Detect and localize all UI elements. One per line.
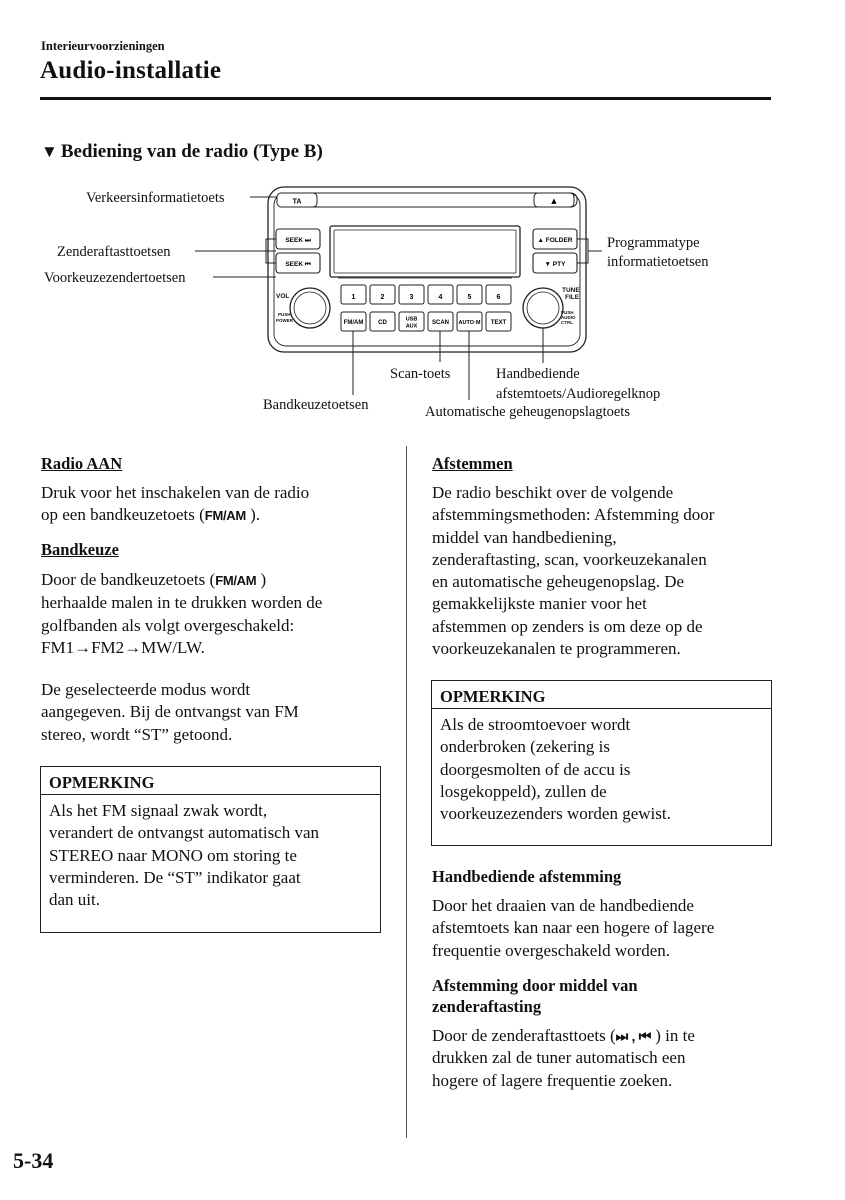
preset-button-6[interactable]	[486, 285, 511, 304]
callout-traffic: Verkeersinformatietoets	[86, 190, 225, 206]
eject-button[interactable]	[534, 193, 574, 207]
subheading	[41, 141, 323, 163]
audio-label-3: CTRL	[561, 320, 573, 325]
seek-tuning-text: Door de zenderaftasttoets (⏭ , ⏮ ) in te drukken zal de tuner automatisch een hogere of lagere frequentie zoeken.	[432, 1026, 695, 1090]
page-number: 5-34	[13, 1148, 54, 1173]
radio-diagram	[0, 180, 845, 430]
usb-aux-button[interactable]	[399, 312, 424, 331]
mode-text: De geselecteerde modus wordt aangegeven. Bij de ontvangst van FM stereo, wordt “ST” getoond.	[41, 680, 299, 744]
preset-button-1[interactable]	[341, 285, 366, 304]
auto-m-button[interactable]	[457, 312, 482, 331]
svg-text:▲ FOLDER: ▲ FOLDER	[537, 237, 573, 244]
seek-down-button[interactable]	[276, 253, 320, 273]
band-heading: Bandkeuze	[41, 540, 119, 559]
svg-text:AUTO·M: AUTO·M	[458, 320, 481, 326]
radio-on-text: Druk voor het inschakelen van de radio op een bandkeuzetoets (FM/AM ).	[41, 483, 310, 525]
callout-auto-memory: Automatische geheugenopslagtoets	[425, 404, 630, 420]
fm-am-key: FM/AM	[215, 573, 257, 588]
preset-label: 1	[351, 294, 356, 301]
preset-label: 6	[496, 294, 501, 301]
file-label: FILE	[565, 294, 580, 301]
note-body: Als de stroomtoevoer wordt onderbroken (zekering is doorgesmolten of de accu is losgekoppeld), zullen de voorkeuzezenders worden gewist.	[440, 715, 671, 824]
tune-knob[interactable]	[523, 288, 563, 328]
tuning-heading: Afstemmen	[432, 454, 513, 473]
callout-seek: Zenderaftasttoetsen	[57, 244, 171, 260]
svg-text:TA: TA	[292, 198, 302, 206]
ta-button[interactable]	[277, 193, 317, 207]
svg-text:AUX: AUX	[405, 323, 418, 330]
note-body: Als het FM signaal zwak wordt, verandert de ontvangst automatisch van STEREO naar MONO om storing te verminderen. De “ST” indikator gaat dan uit.	[49, 801, 320, 910]
callout-manual-1: Handbediende	[496, 366, 580, 382]
eject-icon: ▲	[551, 197, 557, 205]
preset-button-2[interactable]	[370, 285, 395, 304]
column-divider	[406, 446, 407, 1138]
preset-label: 4	[438, 294, 443, 301]
callout-manual-2: afstemtoets/Audioregelknop	[496, 386, 661, 402]
callout-band: Bandkeuzetoetsen	[263, 397, 369, 413]
svg-text:▼ PTY: ▼ PTY	[544, 261, 566, 268]
pty-button[interactable]	[533, 253, 577, 273]
svg-text:SCAN: SCAN	[431, 320, 450, 326]
audio-label-1: PUSH	[561, 310, 574, 315]
seek-keys-icon: ⏭ , ⏮	[615, 1028, 651, 1044]
seek-tuning-heading: Afstemming door middel van zenderaftasting	[432, 976, 638, 1016]
power-label-1: PUSH	[278, 312, 291, 317]
note-title: OPMERKING	[41, 767, 380, 795]
volume-knob[interactable]	[290, 288, 330, 328]
svg-text:TEXT: TEXT	[490, 320, 507, 326]
svg-text:SEEK ⏮: SEEK ⏮	[285, 261, 311, 268]
triangle-marker-icon: ▼	[41, 142, 58, 161]
display-screen	[334, 230, 516, 273]
svg-text:CD: CD	[378, 320, 387, 326]
vol-label: VOL	[276, 293, 290, 300]
callout-program-type-2: informatietoetsen	[607, 254, 709, 270]
display-window	[330, 226, 520, 277]
manual-tuning-heading: Handbediende afstemming	[432, 867, 622, 886]
svg-text:USB: USB	[405, 316, 418, 323]
title-divider	[40, 97, 771, 100]
fm-am-button[interactable]	[341, 312, 366, 331]
section-label: Interieurvoorzieningen	[41, 39, 165, 53]
callout-scan: Scan-toets	[390, 366, 451, 382]
scan-button[interactable]	[428, 312, 453, 331]
subheading-text: Bediening van de radio (Type B)	[60, 141, 323, 162]
callout-program-type-1: Programmatype	[607, 235, 700, 251]
seek-up-button[interactable]	[276, 229, 320, 249]
callout-preset: Voorkeuzezendertoetsen	[44, 270, 186, 286]
preset-label: 3	[409, 294, 414, 301]
svg-text:SEEK ⏭: SEEK ⏭	[285, 237, 311, 244]
svg-text:FM/AM: FM/AM	[343, 320, 364, 326]
audio-label-2: AUDIO	[561, 315, 576, 320]
preset-label: 5	[467, 294, 472, 301]
cd-button[interactable]	[370, 312, 395, 331]
manual-tuning-text: Door het draaien van de handbediende afstemtoets kan naar een hogere of lagere frequentie overgeschakeld worden.	[432, 896, 715, 960]
preset-button-4[interactable]	[428, 285, 453, 304]
note-box-fm-signal	[40, 766, 381, 933]
page-title: Audio-installatie	[40, 57, 222, 84]
radio-on-heading: Radio AAN	[41, 454, 123, 473]
tuning-text: De radio beschikt over de volgende afstemmingsmethoden: Afstemming door middel van handbediening, zenderaftasting, scan, voorkeuzekanalen en automatische geheugenopslag. De gemakkelijkste manier voor het afstemmen op zenders is om deze op de voorkeuzekanalen te programmeren.	[432, 483, 715, 659]
preset-button-3[interactable]	[399, 285, 424, 304]
note-box-power	[431, 680, 772, 846]
fm-am-key: FM/AM	[204, 508, 246, 524]
text-button[interactable]	[486, 312, 511, 331]
cd-slot	[277, 193, 577, 207]
band-text: Door de bandkeuzetoets (FM/AM ) herhaalde malen in te drukken worden de golfbanden als volgt overgeschakeld: FM1→FM2→MW/LW.	[41, 570, 323, 657]
preset-button-5[interactable]	[457, 285, 482, 304]
preset-label: 2	[380, 294, 385, 301]
folder-button[interactable]	[533, 229, 577, 249]
note-title: OPMERKING	[432, 681, 771, 709]
power-label-2: POWER	[276, 318, 294, 323]
tune-label: TUNE	[562, 287, 580, 294]
